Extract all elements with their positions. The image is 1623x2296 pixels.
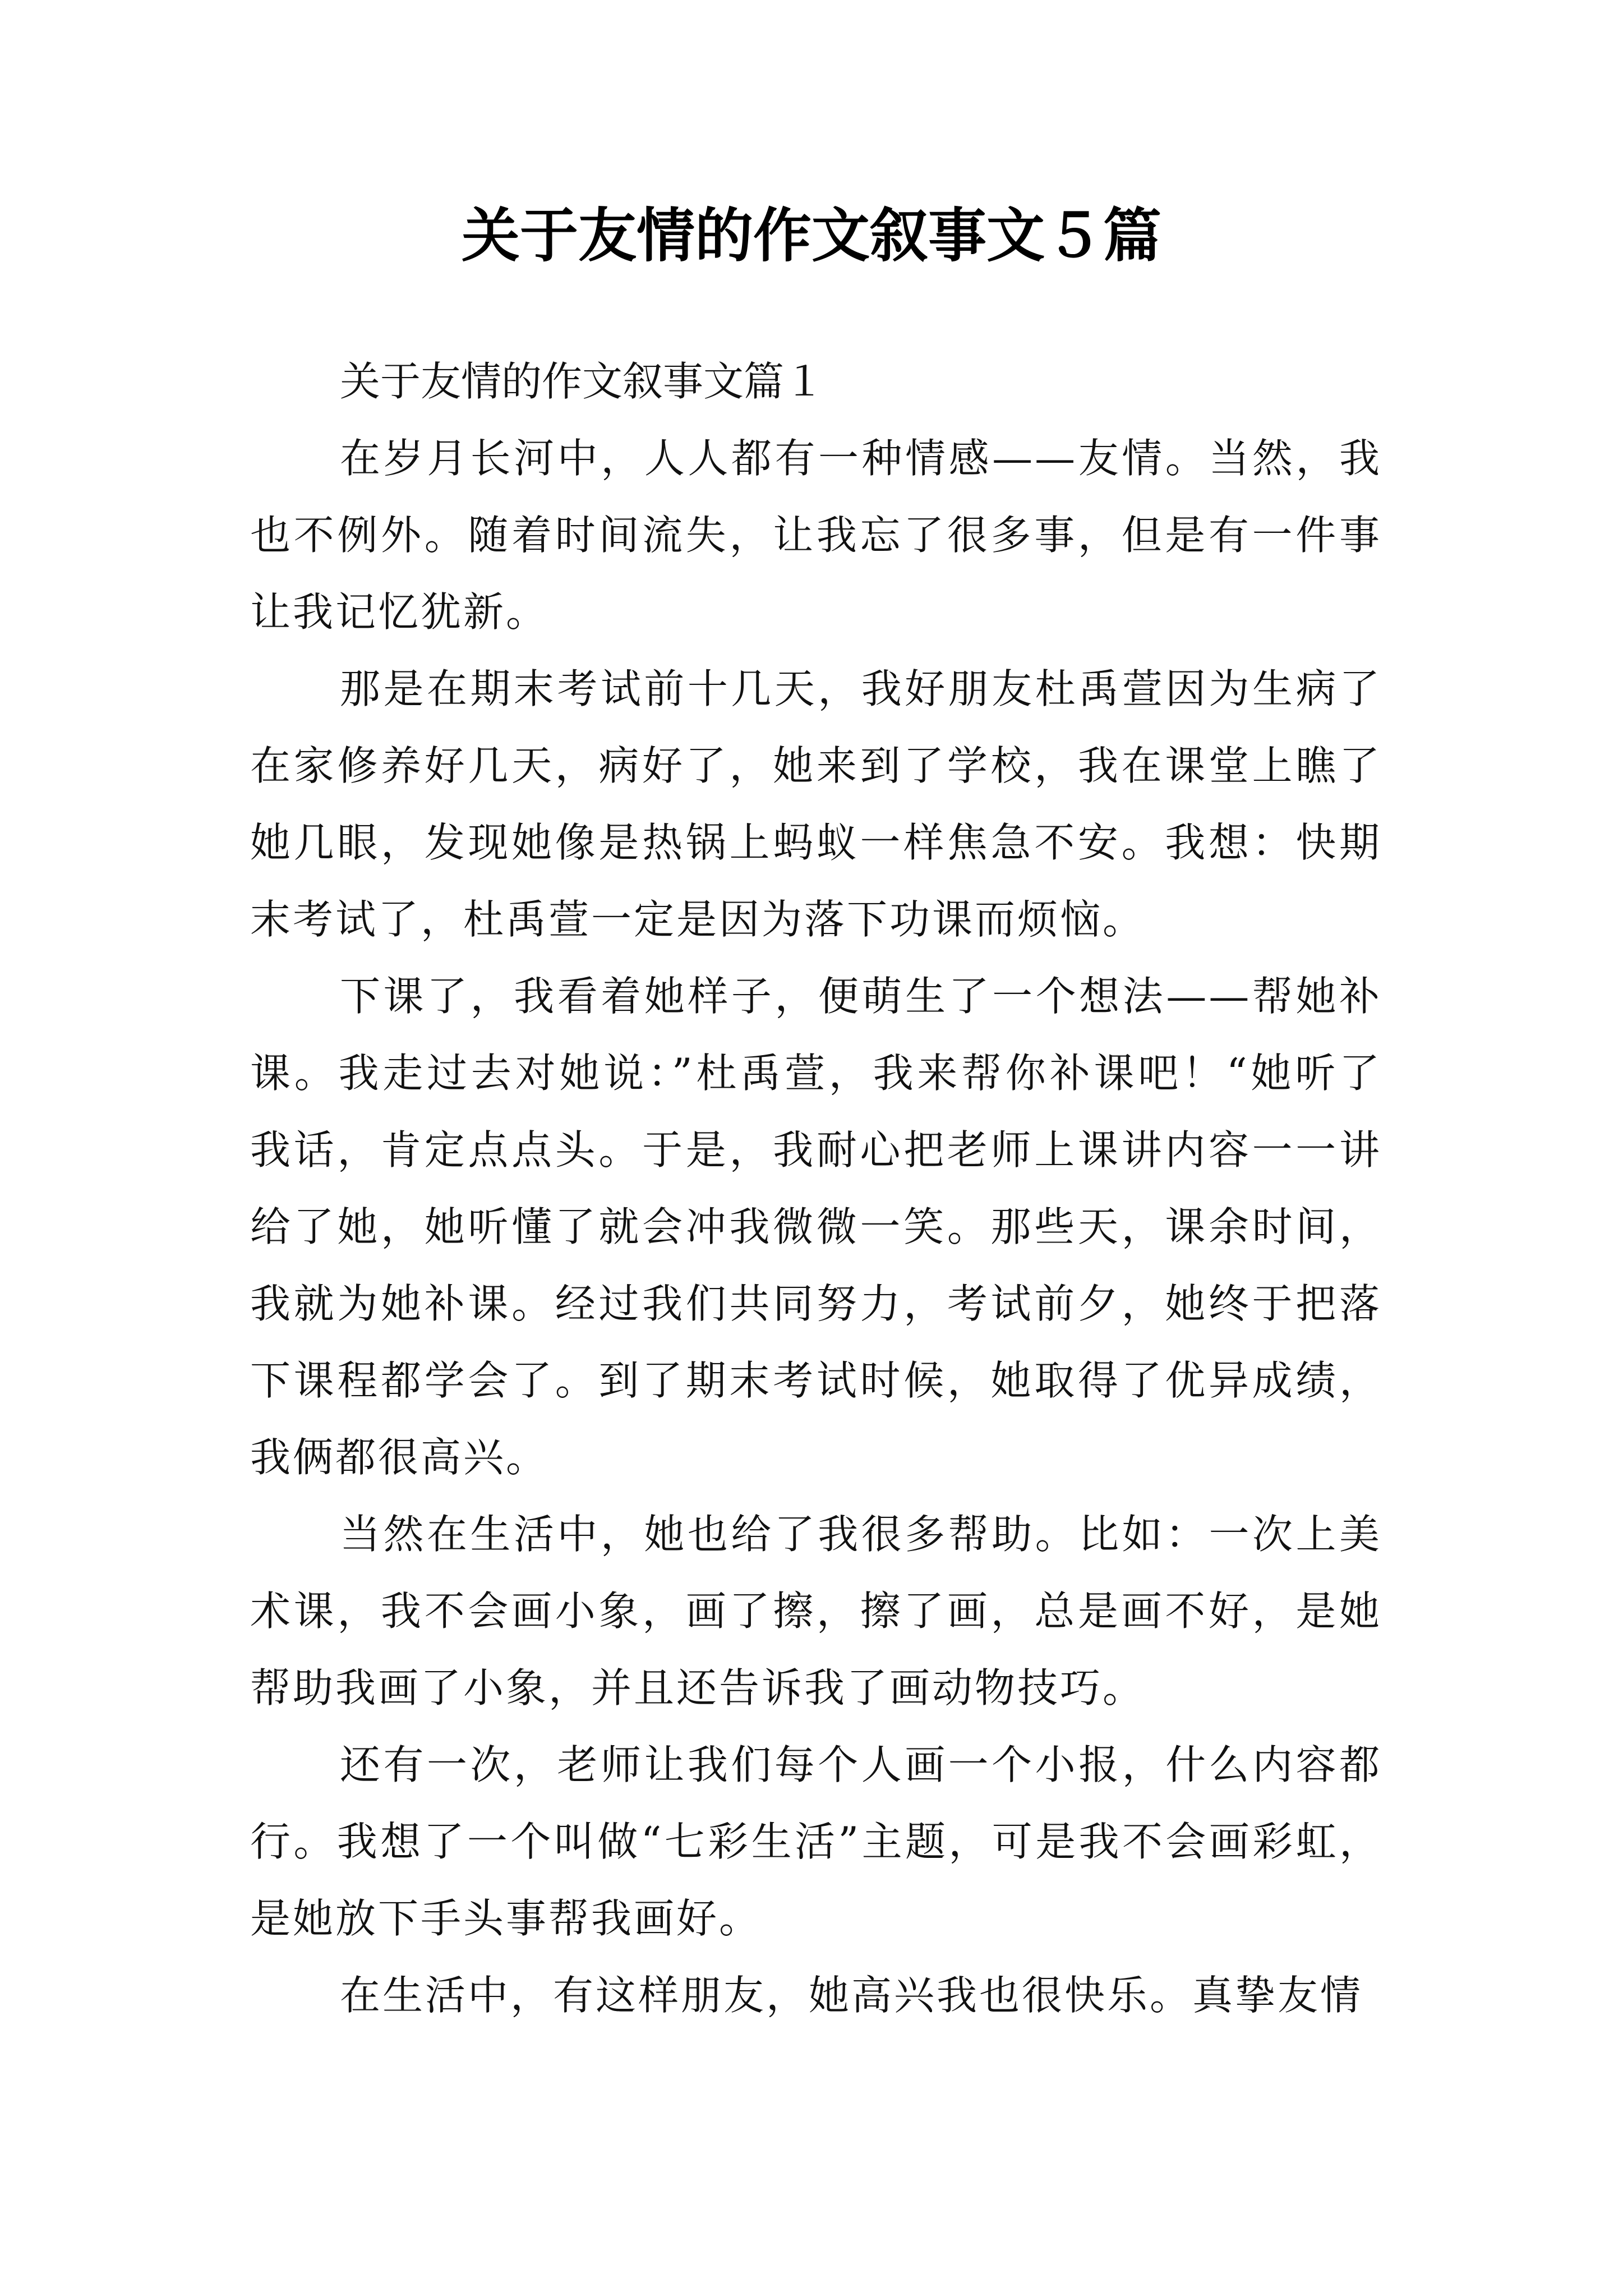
paragraph-1: 在岁月长河中，人人都有一种情感——友情。当然，我也不例外。随着时间流失，让我忘了很多事，但是有一件事让我记忆犹新。: [250, 435, 1382, 636]
paragraph-4: 当然在生活中，她也给了我很多帮助。比如：一次上美术课，我不会画小象，画了擦，擦了画，总是画不好，是她帮助我画了小象，并且还告诉我了画动物技巧。: [250, 1511, 1382, 1711]
paragraph-2: 那是在期末考试前十几天，我好朋友杜禹萱因为生病了在家修养好几天，病好了，她来到了学校，我在课堂上瞧了她几眼，发现她像是热锅上蚂蚁一样焦急不安。我想：快期末考试了，杜禹萱一定是因为落下功课而烦恼。: [250, 665, 1382, 943]
document-title: 关于友情的作文叙事文５篇: [461, 201, 1161, 270]
paragraph-3: 下课了，我看着她样子，便萌生了一个想法——帮她补课。我走过去对她说：”杜禹萱，我来帮你补课吧！“她听了我话，肯定点点头。于是，我耐心把老师上课讲内容一一讲给了她，她听懂了就会冲我微微一笑。那些天，课余时间，我就为她补课。经过我们共同努力，考试前夕，她终于把落下课程都学会了。到了期末考试时候，她取得了优异成绩，我俩都很高兴。: [250, 973, 1382, 1481]
paragraph-5: 还有一次，老师让我们每个人画一个小报，什么内容都行。我想了一个叫做“七彩生活”主题，可是我不会画彩虹，是她放下手头事帮我画好。: [250, 1741, 1382, 1942]
document-body: [250, 343, 1382, 2034]
paragraph-6: 在生活中，有这样朋友，她高兴我也很快乐。真挚友情: [340, 1972, 1363, 2019]
section-heading: 关于友情的作文叙事文篇１: [340, 358, 825, 405]
